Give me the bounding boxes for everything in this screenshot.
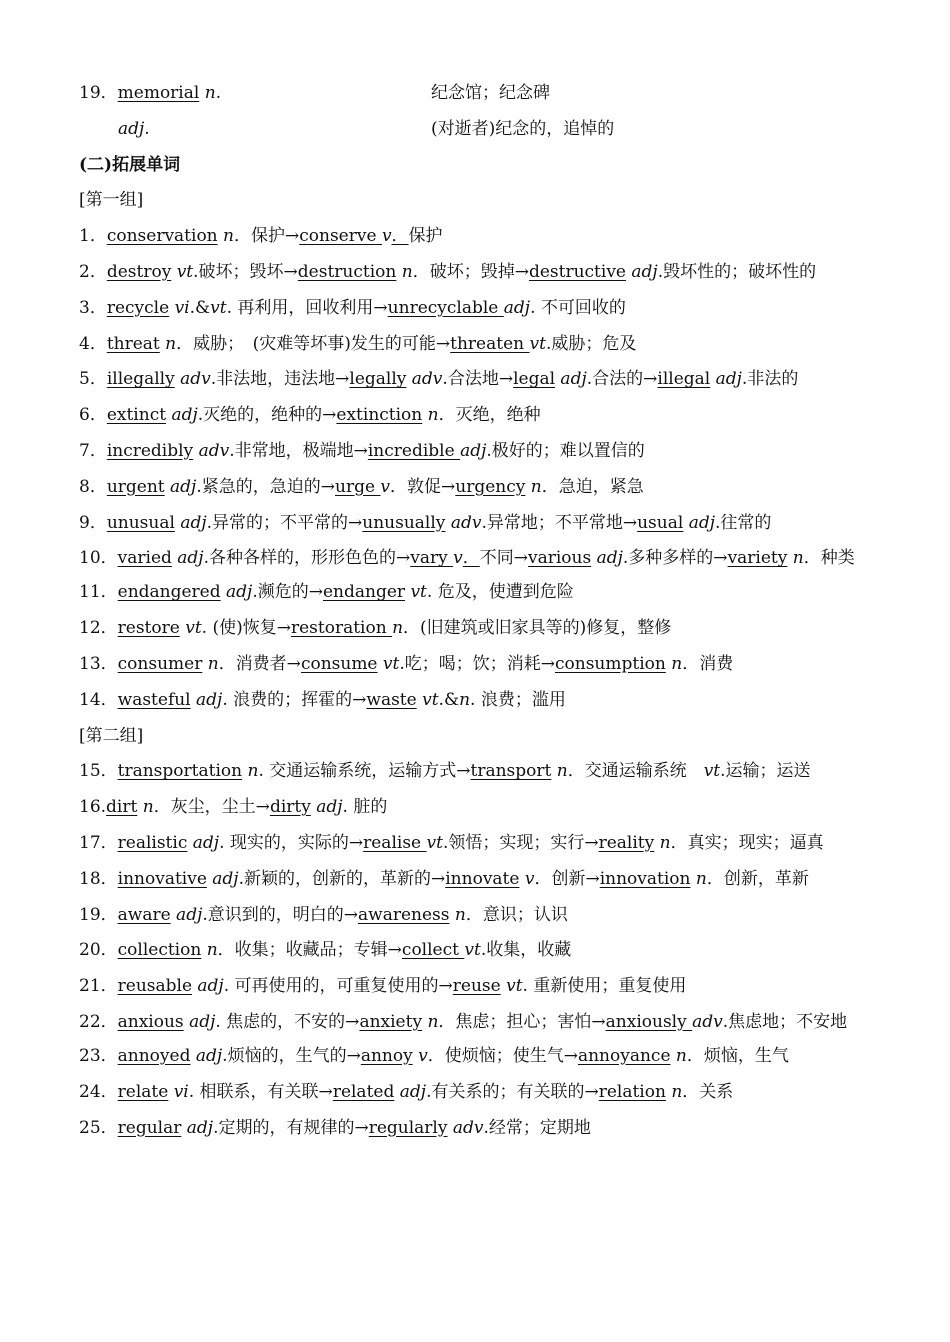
part-of-speech: adj. (118, 118, 150, 139)
part-of-speech: adj (183, 1011, 216, 1032)
entry-text: ．种类 (803, 548, 855, 569)
entry-text: .意识到的，明白的→ (202, 904, 359, 925)
vocab-word: ． (391, 226, 409, 247)
vocab-word: innovative (117, 868, 207, 889)
entry-text: . 交通运输系统，运输方式→ (258, 761, 471, 782)
vocab-word: reality (598, 832, 655, 853)
part-of-speech: adj (394, 1081, 427, 1102)
part-of-speech: adj (164, 476, 197, 497)
group-2-list (79, 754, 879, 1146)
vocab-word: regularly (368, 1117, 448, 1138)
part-of-speech: n (159, 333, 177, 354)
vocab-word: urge (335, 476, 381, 497)
vocab-word: extinction (336, 405, 423, 426)
vocab-word: unusual (106, 512, 175, 533)
vocab-entry (79, 470, 879, 506)
part-of-speech: v (380, 476, 391, 497)
vocab-entry (79, 611, 879, 647)
part-of-speech: n (551, 761, 568, 782)
vocab-word: unrecyclable (387, 297, 504, 318)
entry-text: ．创新→ (534, 868, 600, 889)
vocab-word: usual (637, 512, 684, 533)
entry-text: . 可再使用的，可重复使用的→ (223, 976, 453, 997)
vocab-word: consumer (117, 653, 203, 674)
vocab-word: destroy (106, 261, 172, 282)
part-of-speech: adj (192, 976, 224, 997)
entry-text: ．收集；收藏品；专辑→ (217, 940, 402, 961)
part-of-speech: adj (625, 261, 658, 282)
entry-text: 22． (79, 1011, 118, 1032)
part-of-speech: n (242, 761, 259, 782)
vocab-word: recycle (106, 297, 170, 318)
part-of-speech: n (201, 940, 218, 961)
entry-text: ．灰尘，尘土→ (153, 797, 270, 818)
part-of-speech: adj (187, 832, 220, 853)
part-of-speech: n. (199, 83, 222, 103)
entry-text: ．保护→ (234, 226, 300, 247)
vocab-word: conserve (299, 226, 382, 247)
part-of-speech: vt (426, 832, 443, 853)
entry-text: .紧急的，急迫的→ (196, 476, 335, 497)
vocab-entry (79, 933, 879, 969)
entry-text: ．关系 (682, 1081, 734, 1102)
vocab-word: threaten (450, 333, 530, 354)
entry-text: .威胁；危及 (545, 333, 637, 354)
entry-19-memorial (79, 76, 879, 112)
vocab-entry (79, 219, 879, 255)
vocab-word: urgency (455, 476, 526, 497)
vocab-entry (79, 327, 879, 363)
part-of-speech: n (392, 618, 404, 639)
entry-text: 25． (79, 1117, 118, 1138)
part-of-speech: adj (460, 440, 487, 461)
entry-text: .非常地，极端地→ (229, 440, 368, 461)
entry-text: ．(旧建筑或旧家具等的)修复，整修 (403, 618, 672, 639)
part-of-speech: vt (529, 333, 546, 354)
vocab-word: annoyance (577, 1045, 671, 1066)
vocab-word: transport (470, 761, 552, 782)
part-of-speech: v (381, 226, 392, 247)
entry-text: ．焦虑；担心；害怕→ (438, 1011, 606, 1032)
entry-number: 19． (79, 83, 118, 103)
vocab-entry (79, 398, 879, 434)
vocab-word: anxiety (359, 1011, 423, 1032)
part-of-speech: adv (445, 512, 482, 533)
entry-text: ．创新，革新 (706, 868, 809, 889)
entry-text: 19． (79, 904, 118, 925)
part-of-speech: adv (447, 1117, 484, 1138)
vocab-word: incredible (367, 440, 461, 461)
entry-text: . 重新使用；重复使用 (522, 976, 687, 997)
vocab-word: consumption (555, 653, 666, 674)
entry-text: . 相联系，有关联→ (188, 1081, 333, 1102)
entry-text: 保护 (408, 226, 443, 247)
entry-text: ．真实；现实；逼真 (670, 832, 824, 853)
vocab-entry (79, 862, 879, 898)
entry-text: .合法地→ (442, 369, 514, 390)
part-of-speech: vt (210, 297, 227, 318)
vocab-word: wasteful (117, 689, 191, 710)
part-of-speech: vt (405, 582, 427, 603)
entry-text: 18． (79, 868, 118, 889)
vocab-word: varied (117, 548, 172, 569)
entry-text: . 浪费的；挥霍的→ (222, 689, 367, 710)
part-of-speech: n (449, 904, 466, 925)
part-of-speech: v (519, 868, 535, 889)
vocab-word: variety (727, 548, 788, 569)
entry-text: ．敦促→ (390, 476, 456, 497)
vocab-word: legal (513, 369, 556, 390)
entry-text: ．急迫，紧急 (541, 476, 644, 497)
entry-text: .& (438, 689, 460, 710)
entry-text: . 脏的 (342, 797, 388, 818)
vocab-word: memorial (117, 83, 200, 103)
vocab-word: destructive (528, 261, 626, 282)
part-of-speech: adj (206, 868, 239, 889)
entry-text: ．使烦恼；使生气→ (427, 1045, 578, 1066)
group-2-title: [第二组] (79, 725, 144, 746)
vocab-entry (79, 969, 879, 1005)
entry-text: .定期的，有规律的→ (213, 1117, 369, 1138)
vocab-word: various (527, 548, 592, 569)
part-of-speech: n (787, 548, 804, 569)
entry-text: .经常；定期地 (483, 1117, 591, 1138)
vocab-word: conservation (106, 226, 218, 247)
entry-text: .破坏；毁坏→ (193, 261, 298, 282)
vocab-word: innovate (445, 868, 520, 889)
entry-text: . 再利用，回收利用→ (226, 297, 388, 318)
entry-text: . 浪费；滥用 (470, 689, 566, 710)
part-of-speech: n (422, 1011, 439, 1032)
vocab-entry (79, 1005, 879, 1039)
vocab-entry (79, 255, 879, 291)
entry-text: .非法地，违法地→ (210, 369, 350, 390)
section-title: (二)拓展单词 (79, 154, 181, 175)
vocab-entry (79, 1039, 879, 1075)
entry-text: 10． (79, 548, 118, 569)
entry-text: . 焦虑的，不安的→ (215, 1011, 360, 1032)
part-of-speech: adj (503, 297, 531, 318)
vocab-word: endangered (117, 582, 221, 603)
group-1-title: [第一组] (79, 190, 144, 211)
part-of-speech: n (665, 1081, 683, 1102)
vocab-entry (79, 826, 879, 862)
part-of-speech: n (525, 476, 542, 497)
part-of-speech: adj (220, 582, 253, 603)
vocab-word: annoyed (117, 1045, 191, 1066)
entry-text: 2． (79, 261, 107, 282)
part-of-speech: adj (174, 512, 207, 533)
part-of-speech: adj (166, 405, 198, 426)
vocab-word: vary (410, 548, 454, 569)
entry-text: 12． (79, 618, 118, 639)
vocab-entry (79, 434, 879, 470)
entry-text: .烦恼的，生气的→ (222, 1045, 361, 1066)
vocab-entry (79, 754, 879, 790)
vocab-word: awareness (358, 904, 450, 925)
vocab-word: ． (462, 548, 480, 569)
part-of-speech: adj (710, 369, 742, 390)
entry-text: .有关系的；有关联的→ (426, 1081, 599, 1102)
entry-text: 24． (79, 1081, 118, 1102)
part-of-speech: vt (171, 261, 194, 282)
part-of-speech: adv (174, 369, 211, 390)
part-of-speech: adj (181, 1117, 214, 1138)
entry-text: 17． (79, 832, 118, 853)
vocab-word: innovation (599, 868, 691, 889)
part-of-speech: v (412, 1045, 428, 1066)
entry-text: .吃；喝；饮；消耗→ (399, 653, 555, 674)
vocab-word: reuse (452, 976, 501, 997)
vocab-word: relation (598, 1081, 666, 1102)
part-of-speech: vt (416, 689, 439, 710)
part-of-speech: adj (170, 904, 203, 925)
entry-text: ．威胁； (灾难等坏事)发生的可能→ (176, 333, 451, 354)
part-of-speech: vi (168, 1081, 189, 1102)
entry-text: .异常的；不平常的→ (206, 512, 363, 533)
part-of-speech: vt (179, 618, 202, 639)
entry-text: 7． (79, 440, 107, 461)
vocab-entry (79, 647, 879, 683)
part-of-speech: n (459, 689, 471, 710)
vocab-word: realistic (117, 832, 188, 853)
vocab-word: anxiously (605, 1011, 693, 1032)
meaning: (对逝者)纪念的，追悼的 (431, 118, 615, 139)
vocab-entry (79, 898, 879, 934)
vocab-word: dirt (106, 797, 138, 818)
entry-text: 6． (79, 405, 107, 426)
entry-text: ．消费者→ (218, 653, 301, 674)
part-of-speech: adj (190, 1045, 223, 1066)
meaning: 纪念馆；纪念碑 (431, 83, 550, 103)
entry-text: .收集，收藏 (480, 940, 572, 961)
entry-text: .& (189, 297, 211, 318)
entry-text: 11． (79, 582, 118, 603)
entry-text: .焦虑地；不安地 (722, 1011, 848, 1032)
entry-text: 不同→ (479, 548, 528, 569)
vocab-word: extinct (106, 405, 167, 426)
vocab-word: illegally (106, 369, 175, 390)
part-of-speech: adv (692, 1011, 723, 1032)
part-of-speech: n (690, 868, 707, 889)
vocab-word: annoy (360, 1045, 413, 1066)
part-of-speech: v (453, 548, 463, 569)
part-of-speech: adv (406, 369, 443, 390)
part-of-speech: n (202, 653, 219, 674)
vocab-word: transportation (117, 761, 243, 782)
part-of-speech: vt (377, 653, 400, 674)
entry-text: ．烦恼，生气 (686, 1045, 789, 1066)
vocab-word: consume (300, 653, 378, 674)
part-of-speech: n (422, 405, 439, 426)
entry-text: .往常的 (715, 512, 772, 533)
vocab-word: urgent (106, 476, 165, 497)
entry-text: .非法的 (741, 369, 799, 390)
vocab-word: regular (117, 1117, 182, 1138)
part-of-speech: adj (190, 689, 223, 710)
vocab-entry (79, 1075, 879, 1111)
entry-text: .多种多样的→ (622, 548, 728, 569)
vocab-entry (79, 541, 879, 575)
part-of-speech: n (217, 226, 234, 247)
vocab-entry (79, 575, 879, 611)
entry-text: .极好的；难以置信的 (486, 440, 645, 461)
vocab-entry (79, 683, 879, 719)
part-of-speech: n (396, 261, 413, 282)
vocab-word: dirty (269, 797, 311, 818)
part-of-speech: adv (193, 440, 230, 461)
entry-text: 20． (79, 940, 118, 961)
part-of-speech: adj (683, 512, 716, 533)
entry-text: 14． (79, 689, 118, 710)
entry-text: ．交通运输系统 (567, 761, 704, 782)
entry-19-adj (79, 112, 879, 148)
vocab-word: collection (117, 940, 202, 961)
entry-text: .异常地；不平常地→ (481, 512, 638, 533)
entry-text: .运输；运送 (720, 761, 811, 782)
entry-text: 3． (79, 297, 107, 318)
part-of-speech: vt (703, 761, 721, 782)
part-of-speech: vi (169, 297, 190, 318)
entry-text: . (使)恢复→ (201, 618, 291, 639)
part-of-speech: adj (171, 548, 204, 569)
entry-text: ．破坏；毁掉→ (412, 261, 529, 282)
part-of-speech: adj (591, 548, 623, 569)
vocab-word: restore (117, 618, 180, 639)
entry-text: 16. (79, 797, 107, 818)
part-of-speech: vt (464, 940, 481, 961)
entry-text: . 现实的，实际的→ (219, 832, 364, 853)
entry-text: 1． (79, 226, 107, 247)
part-of-speech: n (137, 797, 154, 818)
entry-text: 13． (79, 653, 118, 674)
entry-text: ．灭绝，绝种 (438, 405, 541, 426)
entry-text: 23． (79, 1045, 118, 1066)
entry-text: 4． (79, 333, 107, 354)
vocab-word: anxious (117, 1011, 184, 1032)
vocab-word: relate (117, 1081, 169, 1102)
document-page (79, 76, 879, 1146)
vocab-word: legally (349, 369, 407, 390)
entry-text: .领悟；实现；实行→ (442, 832, 599, 853)
entry-text: 9． (79, 512, 107, 533)
vocab-word: illegal (657, 369, 711, 390)
entry-text: 5． (79, 369, 107, 390)
vocab-word: incredibly (106, 440, 194, 461)
entry-text: 8． (79, 476, 107, 497)
entry-text: 21． (79, 976, 118, 997)
vocab-word: unusually (362, 512, 446, 533)
entry-text: .灭绝的，绝种的→ (197, 405, 337, 426)
vocab-word: related (332, 1081, 395, 1102)
vocab-entry (79, 1111, 879, 1147)
entry-text: .毁坏性的；破坏性的 (657, 261, 817, 282)
entry-text: 15． (79, 761, 118, 782)
entry-text: . 不可回收的 (530, 297, 626, 318)
vocab-word: restoration (290, 618, 393, 639)
part-of-speech: vt (500, 976, 523, 997)
entry-text: .合法的→ (586, 369, 658, 390)
vocab-entry (79, 506, 879, 542)
vocab-word: collect (401, 940, 465, 961)
entry-text: .新颖的，创新的，革新的→ (238, 868, 446, 889)
vocab-entry (79, 790, 879, 826)
vocab-word: realise (363, 832, 427, 853)
vocab-entry (79, 362, 879, 398)
vocab-word: endanger (323, 582, 406, 603)
entry-text: .各种各样的，形形色色的→ (203, 548, 411, 569)
entry-text: ．消费 (682, 653, 734, 674)
vocab-entry (79, 291, 879, 327)
vocab-word: waste (366, 689, 417, 710)
group-1-list (79, 219, 879, 718)
entry-text: . 危及，使遭到危险 (426, 582, 574, 603)
part-of-speech: adj (310, 797, 343, 818)
part-of-speech: n (654, 832, 671, 853)
entry-text: .濒危的→ (252, 582, 323, 603)
vocab-word: reusable (117, 976, 193, 997)
entry-text: ．意识；认识 (465, 904, 568, 925)
part-of-speech: n (665, 653, 683, 674)
part-of-speech: adj (555, 369, 587, 390)
vocab-word: aware (117, 904, 171, 925)
part-of-speech: n (670, 1045, 687, 1066)
vocab-word: destruction (297, 261, 397, 282)
vocab-word: threat (106, 333, 160, 354)
